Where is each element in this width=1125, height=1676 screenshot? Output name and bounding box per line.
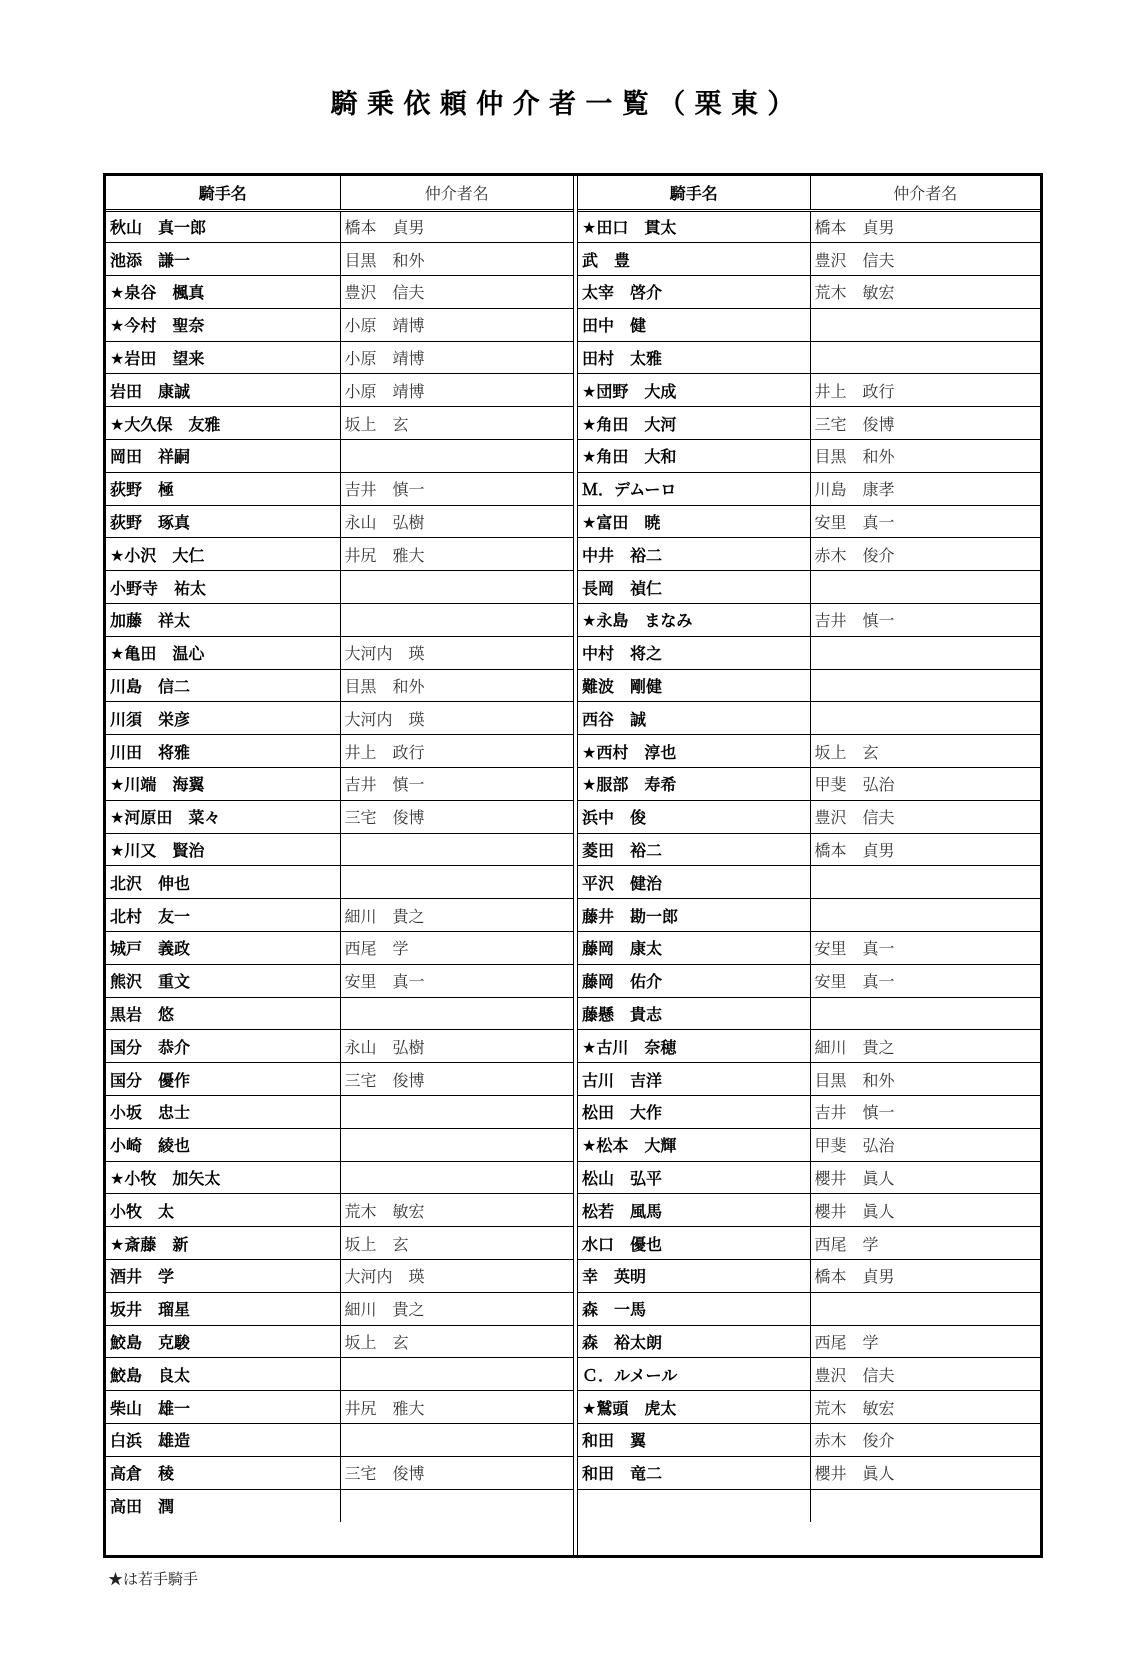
- table-row: [578, 1194, 1040, 1227]
- table-row: [106, 636, 573, 669]
- jockey-name-cell: 池添 謙一: [106, 243, 340, 276]
- page-title: 騎 乗 依 頼 仲 介 者 一 覧 （ 栗 東 ）: [330, 89, 795, 120]
- agent-name-cell: 目黒 和外: [810, 440, 1040, 473]
- table-row: [106, 538, 573, 571]
- agent-name-cell: 井上 政行: [810, 374, 1040, 407]
- jockey-name-cell: ★斎藤 新: [106, 1227, 340, 1260]
- agent-name-cell: 吉井 慎一: [340, 768, 573, 801]
- table-row: [106, 308, 573, 341]
- jockey-name-cell: 加藤 祥太: [106, 604, 340, 637]
- table-row: [106, 1030, 573, 1063]
- table-row: [106, 210, 573, 243]
- table-row: [106, 1292, 573, 1325]
- jockey-name-cell: 太宰 啓介: [578, 276, 810, 309]
- agent-name-cell: 西尾 学: [810, 1325, 1040, 1358]
- agent-name-cell: 目黒 和外: [340, 669, 573, 702]
- jockey-name-cell: ★亀田 温心: [106, 636, 340, 669]
- jockey-name-cell: ★永島 まなみ: [578, 604, 810, 637]
- agent-name-cell: [340, 1096, 573, 1129]
- table-row: [106, 932, 573, 965]
- jockey-name-cell: 森 一馬: [578, 1292, 810, 1325]
- table-row: [106, 276, 573, 309]
- jockey-name-cell: 武 豊: [578, 243, 810, 276]
- table-row: [106, 735, 573, 768]
- jockey-name-cell: 水口 優也: [578, 1227, 810, 1260]
- table-row: [106, 440, 573, 473]
- table-row: [106, 341, 573, 374]
- jockey-name-cell: 幸 英明: [578, 1260, 810, 1293]
- table-row: [106, 407, 573, 440]
- table-row: [106, 997, 573, 1030]
- jockey-name-cell: 森 裕太朗: [578, 1325, 810, 1358]
- agent-name-cell: [810, 702, 1040, 735]
- agent-name-cell: [810, 636, 1040, 669]
- table-row: [578, 735, 1040, 768]
- table-row: [578, 800, 1040, 833]
- agent-name-cell: 小原 靖博: [340, 341, 573, 374]
- agent-name-cell: 荒木 敏宏: [340, 1194, 573, 1227]
- table-row: [578, 1260, 1040, 1293]
- jockey-name-cell: 秋山 真一郎: [106, 210, 340, 243]
- agent-name-cell: 小原 靖博: [340, 308, 573, 341]
- table-row: [578, 1063, 1040, 1096]
- agent-name-cell: 甲斐 弘治: [810, 768, 1040, 801]
- agent-name-cell: 井上 政行: [340, 735, 573, 768]
- agent-name-cell: 小原 靖博: [340, 374, 573, 407]
- jockey-name-cell: 小牧 太: [106, 1194, 340, 1227]
- jockey-name-cell: 小崎 綾也: [106, 1128, 340, 1161]
- jockey-name-cell: 荻野 極: [106, 472, 340, 505]
- table-row: [578, 866, 1040, 899]
- table-row: [578, 505, 1040, 538]
- agent-name-cell: 大河内 瑛: [340, 1260, 573, 1293]
- agent-name-cell: 坂上 玄: [340, 1227, 573, 1260]
- agent-name-cell: [810, 899, 1040, 932]
- table-row: [578, 571, 1040, 604]
- agent-name-cell: 吉井 慎一: [340, 472, 573, 505]
- jockey-name-cell: 岡田 祥嗣: [106, 440, 340, 473]
- jockey-name-cell: 田村 太雅: [578, 341, 810, 374]
- agent-name-cell: 井尻 雅大: [340, 1391, 573, 1424]
- table-row: [578, 833, 1040, 866]
- table-left-half: [106, 176, 573, 1555]
- table-header-row: [578, 176, 1040, 210]
- agent-name-cell: [340, 997, 573, 1030]
- agent-name-cell: 西尾 学: [810, 1227, 1040, 1260]
- agent-name-cell: 坂上 玄: [340, 407, 573, 440]
- jockey-name-cell: 藤懸 貴志: [578, 997, 810, 1030]
- jockey-name-cell: 酒井 学: [106, 1260, 340, 1293]
- table-row: [106, 1063, 573, 1096]
- jockey-name-cell: ★小牧 加矢太: [106, 1161, 340, 1194]
- agent-name-cell: 細川 貴之: [340, 899, 573, 932]
- jockey-name-cell: 柴山 雄一: [106, 1391, 340, 1424]
- agent-name-cell: 大河内 瑛: [340, 636, 573, 669]
- table-row: [578, 1292, 1040, 1325]
- agent-name-cell: 目黒 和外: [810, 1063, 1040, 1096]
- table-row: [106, 1325, 573, 1358]
- jockey-name-cell: 鮫島 克駿: [106, 1325, 340, 1358]
- agent-name-cell: 吉井 慎一: [810, 604, 1040, 637]
- agent-name-cell: 橋本 貞男: [810, 833, 1040, 866]
- table-row: [578, 1096, 1040, 1129]
- table-row: [578, 899, 1040, 932]
- table-row: [106, 1358, 573, 1391]
- jockey-name-cell: 坂井 瑠星: [106, 1292, 340, 1325]
- table-right-half: [578, 176, 1040, 1555]
- jockey-name-cell: 小坂 忠士: [106, 1096, 340, 1129]
- jockey-name-cell: 長岡 禎仁: [578, 571, 810, 604]
- agent-name-cell: 川島 康孝: [810, 472, 1040, 505]
- table-row: [106, 472, 573, 505]
- jockey-name-cell: ★岩田 望来: [106, 341, 340, 374]
- table-row: [578, 1391, 1040, 1424]
- jockey-name-cell: 川田 将雅: [106, 735, 340, 768]
- jockey-name-cell: 国分 優作: [106, 1063, 340, 1096]
- table-row: [578, 440, 1040, 473]
- jockey-name-cell: 白浜 雄造: [106, 1423, 340, 1456]
- jockey-name-cell: 松若 風馬: [578, 1194, 810, 1227]
- jockey-name-cell: ★今村 聖奈: [106, 308, 340, 341]
- table-row: [106, 1456, 573, 1489]
- table-row: [106, 1260, 573, 1293]
- agent-name-cell: 豊沢 信夫: [340, 276, 573, 309]
- agent-name-cell: 櫻井 眞人: [810, 1161, 1040, 1194]
- table-row: [578, 1030, 1040, 1063]
- table-row: [578, 1128, 1040, 1161]
- table-row: [578, 472, 1040, 505]
- agent-name-cell: 安里 真一: [810, 932, 1040, 965]
- jockey-name-cell: 岩田 康誠: [106, 374, 340, 407]
- jockey-name-cell: ★泉谷 楓真: [106, 276, 340, 309]
- jockey-name-cell: 小野寺 祐太: [106, 571, 340, 604]
- jockey-name-cell: ★富田 暁: [578, 505, 810, 538]
- jockey-name-cell: 荻野 琢真: [106, 505, 340, 538]
- agent-name-cell: 甲斐 弘治: [810, 1128, 1040, 1161]
- jockey-column-header: 騎手名: [106, 176, 340, 210]
- agent-name-cell: 安里 真一: [340, 964, 573, 997]
- table-row: [106, 243, 573, 276]
- agent-name-cell: 橋本 貞男: [810, 1260, 1040, 1293]
- table-row: [106, 604, 573, 637]
- agent-name-cell: 細川 貴之: [810, 1030, 1040, 1063]
- agent-name-cell: [340, 1489, 573, 1522]
- jockey-name-cell: 平沢 健治: [578, 866, 810, 899]
- agent-name-cell: 荒木 敏宏: [810, 1391, 1040, 1424]
- jockey-name-cell: Ｍ．デムーロ: [578, 472, 810, 505]
- table-row: [578, 341, 1040, 374]
- table-row: [106, 964, 573, 997]
- table-row: [106, 1489, 573, 1522]
- agent-name-cell: 安里 真一: [810, 505, 1040, 538]
- jockey-name-cell: 中村 将之: [578, 636, 810, 669]
- jockey-name-cell: 北村 友一: [106, 899, 340, 932]
- table-row: [578, 308, 1040, 341]
- agent-name-cell: 西尾 学: [340, 932, 573, 965]
- jockey-name-cell: 藤岡 康太: [578, 932, 810, 965]
- agent-name-cell: 大河内 瑛: [340, 702, 573, 735]
- agent-name-cell: [340, 1128, 573, 1161]
- agent-name-cell: [810, 308, 1040, 341]
- table-row: [106, 374, 573, 407]
- agent-name-cell: [810, 1292, 1040, 1325]
- table-row: [106, 1391, 573, 1424]
- jockey-name-cell: 和田 竜二: [578, 1456, 810, 1489]
- agent-name-cell: 永山 弘樹: [340, 505, 573, 538]
- jockey-name-cell: 菱田 裕二: [578, 833, 810, 866]
- jockey-name-cell: ★古川 奈穂: [578, 1030, 810, 1063]
- table-row: [578, 636, 1040, 669]
- agent-name-cell: 三宅 俊博: [340, 800, 573, 833]
- agent-name-cell: 赤木 俊介: [810, 538, 1040, 571]
- table-row: [578, 374, 1040, 407]
- agent-name-cell: 橋本 貞男: [340, 210, 573, 243]
- jockey-name-cell: ★松本 大輝: [578, 1128, 810, 1161]
- table-header-row: [106, 176, 573, 210]
- table-row: [578, 210, 1040, 243]
- jockey-name-cell: ★角田 大和: [578, 440, 810, 473]
- table-row: [578, 407, 1040, 440]
- agent-name-cell: [810, 669, 1040, 702]
- agent-name-cell: 安里 真一: [810, 964, 1040, 997]
- jockey-column-header: 騎手名: [578, 176, 810, 210]
- agent-name-cell: 櫻井 眞人: [810, 1456, 1040, 1489]
- table-row: [106, 1423, 573, 1456]
- table-row: [106, 1161, 573, 1194]
- jockey-name-cell: ★角田 大河: [578, 407, 810, 440]
- table-row: [578, 604, 1040, 637]
- table-row: [578, 1423, 1040, 1456]
- agent-name-cell: 櫻井 眞人: [810, 1194, 1040, 1227]
- table-row: [578, 932, 1040, 965]
- jockey-name-cell: 古川 吉洋: [578, 1063, 810, 1096]
- table-row: [578, 276, 1040, 309]
- jockey-name-cell: 浜中 俊: [578, 800, 810, 833]
- agent-column-header: 仲介者名: [340, 176, 573, 210]
- agent-name-cell: [810, 997, 1040, 1030]
- table-row: [106, 866, 573, 899]
- agent-name-cell: [810, 341, 1040, 374]
- agent-name-cell: [340, 571, 573, 604]
- agent-name-cell: 永山 弘樹: [340, 1030, 573, 1063]
- table-row: [106, 1128, 573, 1161]
- table-row: [578, 1161, 1040, 1194]
- jockey-name-cell: ★田口 貫太: [578, 210, 810, 243]
- table-row: [106, 505, 573, 538]
- agent-name-cell: 三宅 俊博: [340, 1456, 573, 1489]
- jockey-name-cell: 城戸 義政: [106, 932, 340, 965]
- jockey-name-cell: 川須 栄彦: [106, 702, 340, 735]
- jockey-name-cell: ★服部 寿希: [578, 768, 810, 801]
- table-row: [578, 997, 1040, 1030]
- jockey-name-cell: 国分 恭介: [106, 1030, 340, 1063]
- footnote: ★は若手騎手: [108, 1570, 199, 1588]
- agent-name-cell: [810, 571, 1040, 604]
- agent-name-cell: 荒木 敏宏: [810, 276, 1040, 309]
- table-row: [106, 702, 573, 735]
- jockey-name-cell: ★川端 海翼: [106, 768, 340, 801]
- table-row: [106, 1194, 573, 1227]
- jockey-name-cell: 藤井 勘一郎: [578, 899, 810, 932]
- table-row: [578, 1489, 1040, 1522]
- table-row: [106, 669, 573, 702]
- jockey-name-cell: 田中 健: [578, 308, 810, 341]
- table-row: [106, 1096, 573, 1129]
- jockey-name-cell: ★西村 淳也: [578, 735, 810, 768]
- table-row: [106, 1227, 573, 1260]
- jockey-name-cell: 北沢 伸也: [106, 866, 340, 899]
- table-row: [106, 833, 573, 866]
- jockey-name-cell: ★大久保 友雅: [106, 407, 340, 440]
- jockey-name-cell: 高倉 稜: [106, 1456, 340, 1489]
- agent-name-cell: [340, 440, 573, 473]
- agent-name-cell: [340, 866, 573, 899]
- agent-name-cell: 目黒 和外: [340, 243, 573, 276]
- table-row: [106, 800, 573, 833]
- jockey-name-cell: ★鷲頭 虎太: [578, 1391, 810, 1424]
- jockey-name-cell: 和田 翼: [578, 1423, 810, 1456]
- jockey-name-cell: 難波 剛健: [578, 669, 810, 702]
- table-row: [106, 571, 573, 604]
- jockey-name-cell: ★小沢 大仁: [106, 538, 340, 571]
- agent-name-cell: 吉井 慎一: [810, 1096, 1040, 1129]
- agent-name-cell: 坂上 玄: [340, 1325, 573, 1358]
- jockey-name-cell: ★河原田 菜々: [106, 800, 340, 833]
- agent-name-cell: 赤木 俊介: [810, 1423, 1040, 1456]
- table-row: [578, 1325, 1040, 1358]
- agent-name-cell: [810, 866, 1040, 899]
- table-row: [578, 1358, 1040, 1391]
- jockey-name-cell: 鮫島 良太: [106, 1358, 340, 1391]
- jockey-name-cell: ★団野 大成: [578, 374, 810, 407]
- table-row: [578, 243, 1040, 276]
- agent-name-cell: [810, 1489, 1040, 1522]
- agent-name-cell: 豊沢 信夫: [810, 1358, 1040, 1391]
- agent-name-cell: 井尻 雅大: [340, 538, 573, 571]
- agent-name-cell: 三宅 俊博: [810, 407, 1040, 440]
- agent-name-cell: [340, 833, 573, 866]
- table-row: [578, 964, 1040, 997]
- jockey-name-cell: Ｃ．ルメール: [578, 1358, 810, 1391]
- agent-name-cell: 坂上 玄: [810, 735, 1040, 768]
- agent-name-cell: [340, 1358, 573, 1391]
- jockey-name-cell: 川島 信二: [106, 669, 340, 702]
- table-row: [578, 669, 1040, 702]
- jockey-name-cell: 高田 潤: [106, 1489, 340, 1522]
- table-row: [578, 1227, 1040, 1260]
- table-row: [578, 768, 1040, 801]
- agent-column-header: 仲介者名: [810, 176, 1040, 210]
- table-row: [106, 899, 573, 932]
- jockey-name-cell: 西谷 誠: [578, 702, 810, 735]
- table-row: [578, 538, 1040, 571]
- jockey-name-cell: 松山 弘平: [578, 1161, 810, 1194]
- agent-name-cell: 豊沢 信夫: [810, 800, 1040, 833]
- jockey-name-cell: ★川又 賢治: [106, 833, 340, 866]
- jockey-name-cell: [578, 1489, 810, 1522]
- jockey-name-cell: 松田 大作: [578, 1096, 810, 1129]
- table-row: [578, 1456, 1040, 1489]
- jockey-name-cell: 藤岡 佑介: [578, 964, 810, 997]
- jockey-name-cell: 中井 裕二: [578, 538, 810, 571]
- agent-name-cell: 細川 貴之: [340, 1292, 573, 1325]
- agent-name-cell: [340, 604, 573, 637]
- agent-name-cell: 豊沢 信夫: [810, 243, 1040, 276]
- agent-name-cell: [340, 1161, 573, 1194]
- agent-name-cell: 橋本 貞男: [810, 210, 1040, 243]
- table-row: [106, 768, 573, 801]
- jockey-name-cell: 黒岩 悠: [106, 997, 340, 1030]
- agent-name-cell: 三宅 俊博: [340, 1063, 573, 1096]
- agent-name-cell: [340, 1423, 573, 1456]
- agent-table: [103, 173, 1043, 1558]
- table-row: [578, 702, 1040, 735]
- jockey-name-cell: 熊沢 重文: [106, 964, 340, 997]
